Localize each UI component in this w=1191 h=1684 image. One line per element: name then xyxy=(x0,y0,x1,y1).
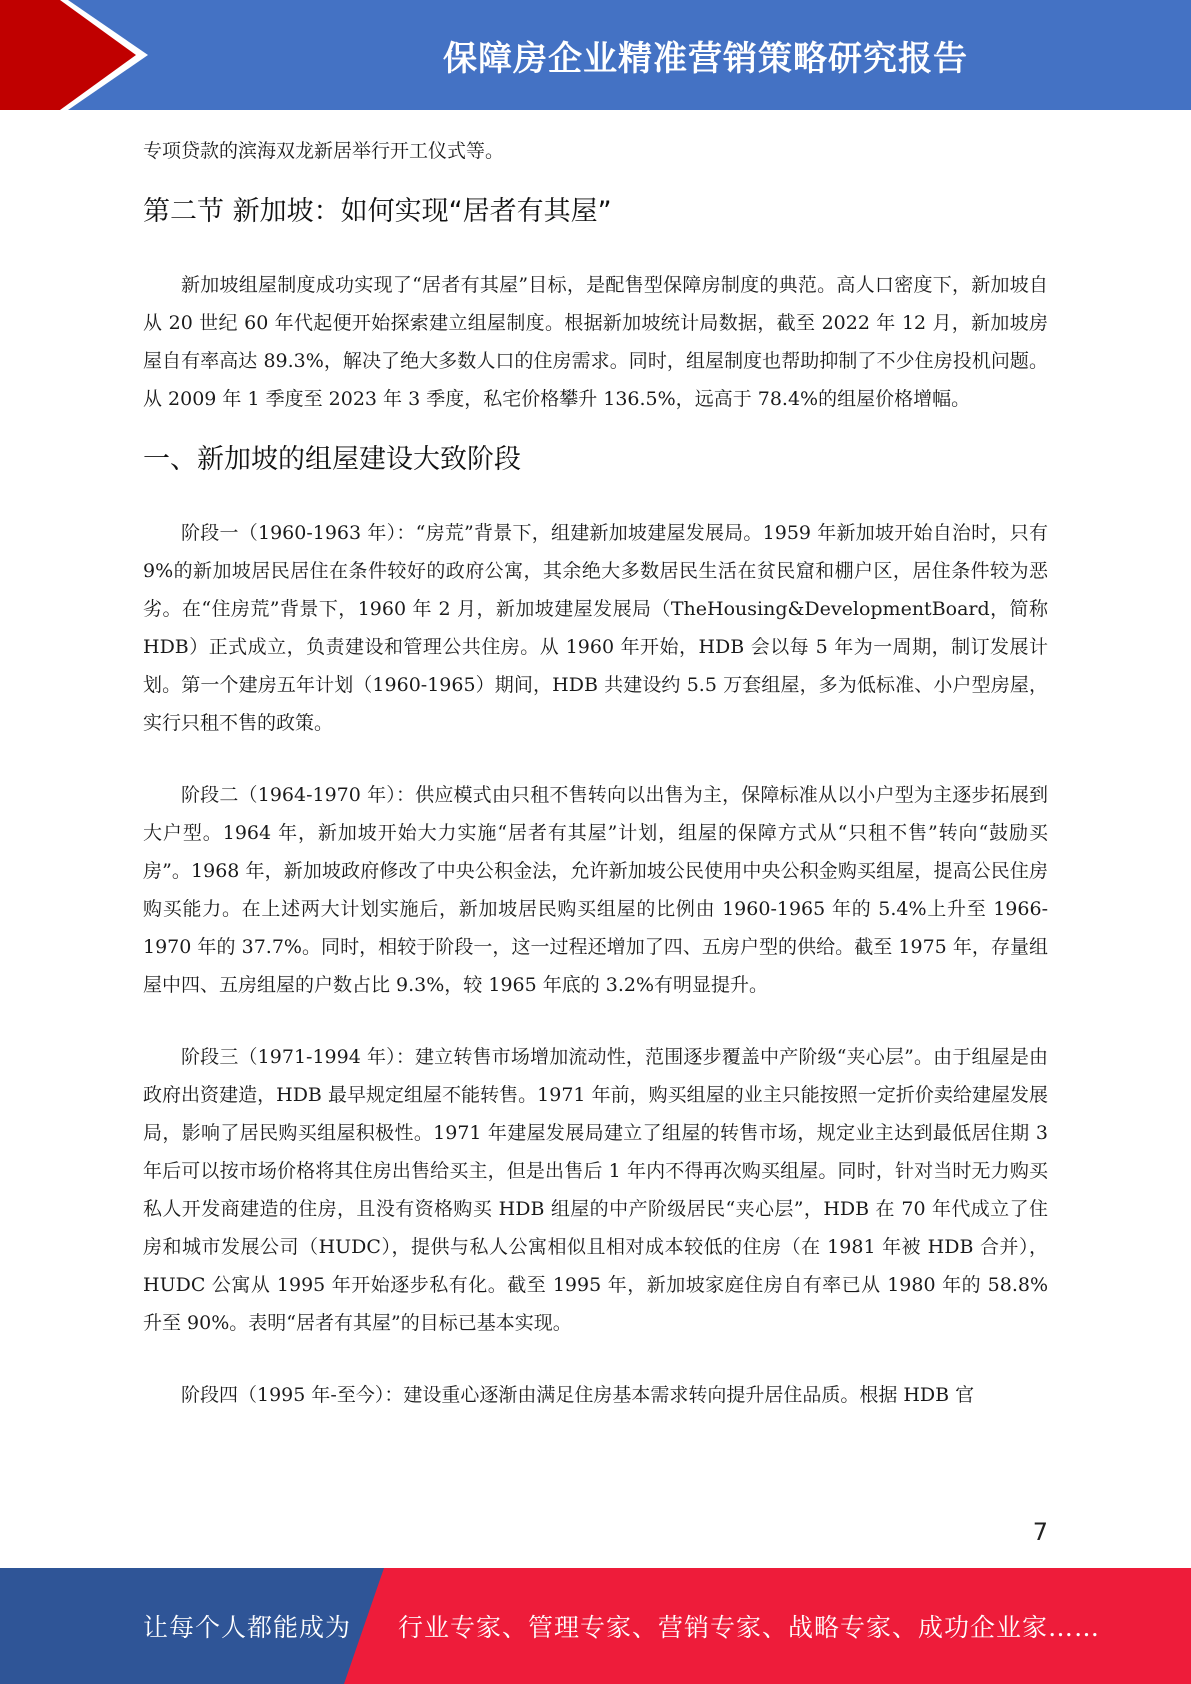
paragraph-overview: 新加坡组屋制度成功实现了“居者有其屋”目标，是配售型保障房制度的典范。高人口密度下，新加坡自从 20 世纪 60 年代起便开始探索建立组屋制度。根据新加坡统计局数据，截至 2022 年 12 月，新加坡房屋自有率高达 89.3%，解决了绝大多数人口的住房需求。同时，组屋制度也帮助抑制了不少住房投机问题。从 2009 年 1 季度至 2023 年 3 季度，私宅价格攀升 136.5%，远高于 78.4%的组屋价格增幅。 xyxy=(143,274,1048,410)
footer-slogan-left: 让每个人都能成为 xyxy=(143,1613,352,1642)
section-heading: 第二节 新加坡：如何实现“居者有其屋” xyxy=(143,196,612,227)
intro-paragraph: 专项贷款的滨海双龙新居举行开工仪式等。 xyxy=(143,140,505,162)
header-banner xyxy=(0,0,1191,110)
paragraph-stage-2: 阶段二（1964-1970 年）：供应模式由只租不售转向以出售为主，保障标准从以小户型为主逐步拓展到大户型。1964 年，新加坡开始大力实施“居者有其屋”计划，组屋的保障方式从“只租不售”转向“鼓励买房”。1968 年，新加坡政府修改了中央公积金法，允许新加坡公民使用中央公积金购买组屋，提高公民住房购买能力。在上述两大计划实施后，新加坡居民购买组屋的比例由 1960-1965 年的 5.4%上升至 1966-1970 年的 37.7%。同时，相较于阶段一，这一过程还增加了四、五房户型的供给。截至 1975 年，存量组屋中四、五房组屋的户数占比 9.3%，较 1965 年底的 3.2%有明显提升。 xyxy=(143,784,1048,996)
footer-banner xyxy=(0,1568,1191,1684)
subsection-heading: 一、新加坡的组屋建设大致阶段 xyxy=(143,444,521,475)
page-number: 7 xyxy=(1032,1518,1048,1546)
paragraph-stage-1: 阶段一（1960-1963 年）：“房荒”背景下，组建新加坡建屋发展局。1959 年新加坡开始自治时，只有 9%的新加坡居民居住在条件较好的政府公寓，其余绝大多数居民生活在贫民窟和棚户区，居住条件较为恶劣。在“住房荒”背景下，1960 年 2 月，新加坡建屋发展局（TheHousing&DevelopmentBoard，简称 HDB）正式成立，负责建设和管理公共住房。从 1960 年开始，HDB 会以每 5 年为一周期，制订发展计划。第一个建房五年计划（1960-1965）期间，HDB 共建设约 5.5 万套组屋，多为低标准、小户型房屋，实行只租不售的政策。 xyxy=(143,522,1048,734)
page-body xyxy=(143,132,1048,1414)
paragraph-stage-3: 阶段三（1971-1994 年）：建立转售市场增加流动性，范围逐步覆盖中产阶级“夹心层”。由于组屋是由政府出资建造，HDB 最早规定组屋不能转售。1971 年前，购买组屋的业主只能按照一定折价卖给建屋发展局，影响了居民购买组屋积极性。1971 年建屋发展局建立了组屋的转售市场，规定业主达到最低居住期 3 年后可以按市场价格将其住房出售给买主，但是出售后 1 年内不得再次购买组屋。同时，针对当时无力购买私人开发商建造的住房，且没有资格购买 HDB 组屋的中产阶级居民“夹心层”，HDB 在 70 年代成立了住房和城市发展公司（HUDC），提供与私人公寓相似且相对成本较低的住房（在 1981 年被 HDB 合并），HUDC 公寓从 1995 年开始逐步私有化。截至 1995 年，新加坡家庭住房自有率已从 1980 年的 58.8%升至 90%。表明“居者有其屋”的目标已基本实现。 xyxy=(143,1046,1048,1334)
report-title: 保障房企业精准营销策略研究报告 xyxy=(443,38,968,79)
paragraph-stage-4: 阶段四（1995 年-至今）：建设重心逐渐由满足住房基本需求转向提升居住品质。根据 HDB 官 xyxy=(181,1384,975,1406)
footer-slogan-right: 行业专家、管理专家、营销专家、战略专家、成功企业家…… xyxy=(398,1613,1101,1642)
